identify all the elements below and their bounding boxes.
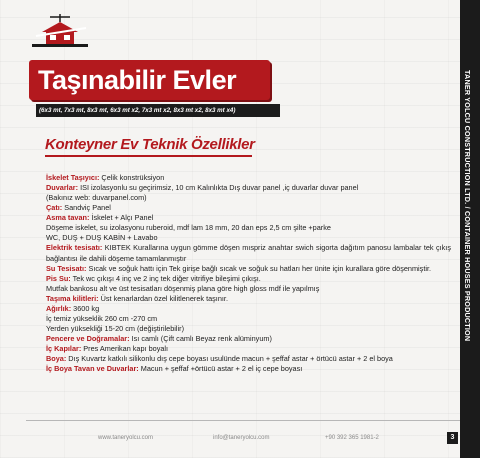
spec-line	[46, 243, 451, 263]
spec-line	[46, 193, 451, 203]
spec-text: Isı camlı (Çift camlı Beyaz renk alüminyum)	[129, 334, 272, 343]
spec-text: KIBTEK Kurallarına uygun gömme döşen mıspriz anahtar swich sigorta dağıtım panosu lambalar tek çıkış bağlantısı ile dahili döşeme tamamlanmıştır	[46, 243, 451, 263]
spec-text: Çelik konstrüksiyon	[99, 173, 165, 182]
spec-text: Sandviç Panel	[62, 203, 111, 213]
spec-label: İç Kapılar:	[46, 344, 82, 354]
spec-label: Çatı:	[46, 203, 63, 213]
page-number: 3	[447, 432, 458, 444]
spec-line	[46, 264, 451, 274]
spec-text: Mutfak bankosu alt ve üst tesisatları döşenmiş plana göre high gloss mdf ile yapılmış	[46, 283, 320, 293]
spec-line	[46, 284, 451, 294]
spec-list	[46, 173, 451, 374]
footer-phone: +90 392 365 1981-2	[325, 435, 379, 441]
spec-label: İç Boya Tavan ve Duvarlar:	[46, 364, 139, 374]
spec-text: Pres Amerikan kapı boyalı	[81, 344, 169, 354]
spec-line	[46, 314, 451, 324]
spec-label: Pencere ve Doğramalar:	[46, 334, 130, 343]
spec-line	[46, 183, 451, 193]
spec-line	[46, 213, 451, 223]
spec-label: Elektrik tesisatı:	[46, 243, 103, 253]
section-underline	[45, 155, 252, 157]
spec-text: Sıcak ve soğuk hattı için Tek girişe bağlı sıcak ve soğuk su hatları her ünite için kurallara göre döşenmiştir.	[86, 263, 432, 273]
footer-divider	[26, 420, 460, 421]
company-tagline: TANER YOLCU CONSTRUCTION LTD. / CONTAINER HOUSES PRODUCTION	[463, 70, 472, 342]
house-crane-logo	[28, 14, 92, 48]
footer-website[interactable]: www.taneryolcu.com	[98, 435, 154, 441]
spec-label: Duvarlar:	[46, 183, 79, 193]
spec-text: İskelet + Alçı Panel	[89, 213, 154, 223]
spec-line	[46, 344, 451, 354]
spec-line	[46, 233, 451, 243]
spec-line	[46, 173, 451, 183]
spec-text: Dış Kuvartz katkılı silikonlu dış cepe boyası usulünde macun + şeffaf astar + örtücü astar + 2 el boya	[66, 354, 393, 364]
spec-text: İç temiz yükseklik 260 cm -270 cm	[46, 313, 158, 323]
spec-label: Taşıma kilitleri:	[46, 293, 99, 303]
model-sizes-subtitle: (6x3 mt, 7x3 mt, 8x3 mt, 6x3 mt x2, 7x3 mt x2, 8x3 mt x2, 8x3 mt x4)	[39, 107, 236, 114]
spec-label: İskelet Taşıyıcı:	[46, 173, 100, 182]
spec-label: Boya:	[46, 354, 67, 364]
spec-text: Macun + şeffaf +örtücü astar + 2 el iç cepe boyası	[138, 364, 303, 374]
spec-text: ISI izolasyonlu su geçirimsiz, 10 cm Kalınlıkta Dış duvar panel ,iç duvarlar duvar panel	[78, 183, 359, 193]
spec-text: Tek wc çıkışı 4 inç ve 2 inç tek diğer vitrifiye bileşimi çıkışı.	[70, 273, 261, 283]
spec-text: 3600 kg	[71, 303, 100, 313]
spec-label: Asma tavan:	[46, 213, 90, 223]
spec-text: Yerden yüksekliği 15-20 cm (değiştirilebilir)	[46, 323, 185, 333]
spec-line	[46, 334, 451, 344]
spec-line	[46, 324, 451, 334]
spec-line	[46, 223, 451, 233]
spec-line	[46, 294, 451, 304]
spec-line	[46, 304, 451, 314]
spec-line	[46, 203, 451, 213]
spec-label: Su Tesisatı:	[46, 263, 87, 273]
spec-label: Pis Su:	[46, 273, 71, 283]
spec-line	[46, 364, 451, 374]
spec-text: Döşeme iskelet, su izolasyonu ruberoid, mdf lam 18 mm, 20 dan eps 2,5 cm şilte +parke	[46, 223, 331, 233]
spec-line	[46, 354, 451, 364]
spec-line	[46, 274, 451, 284]
spec-text: (Bakınız web: duvarpanel.com)	[46, 193, 147, 203]
spec-label: Ağırlık:	[46, 303, 72, 313]
footer-email[interactable]: info@taneryolcu.com	[213, 435, 270, 441]
section-title: Konteyner Ev Teknik Özellikler	[45, 136, 255, 153]
spec-text: WC, DUŞ + DUŞ KABİN + Lavabo	[46, 233, 158, 243]
spec-text: Üst kenarlardan özel kilitlenerek taşınır.	[98, 293, 228, 303]
page-title: Taşınabilir Evler	[38, 65, 237, 95]
